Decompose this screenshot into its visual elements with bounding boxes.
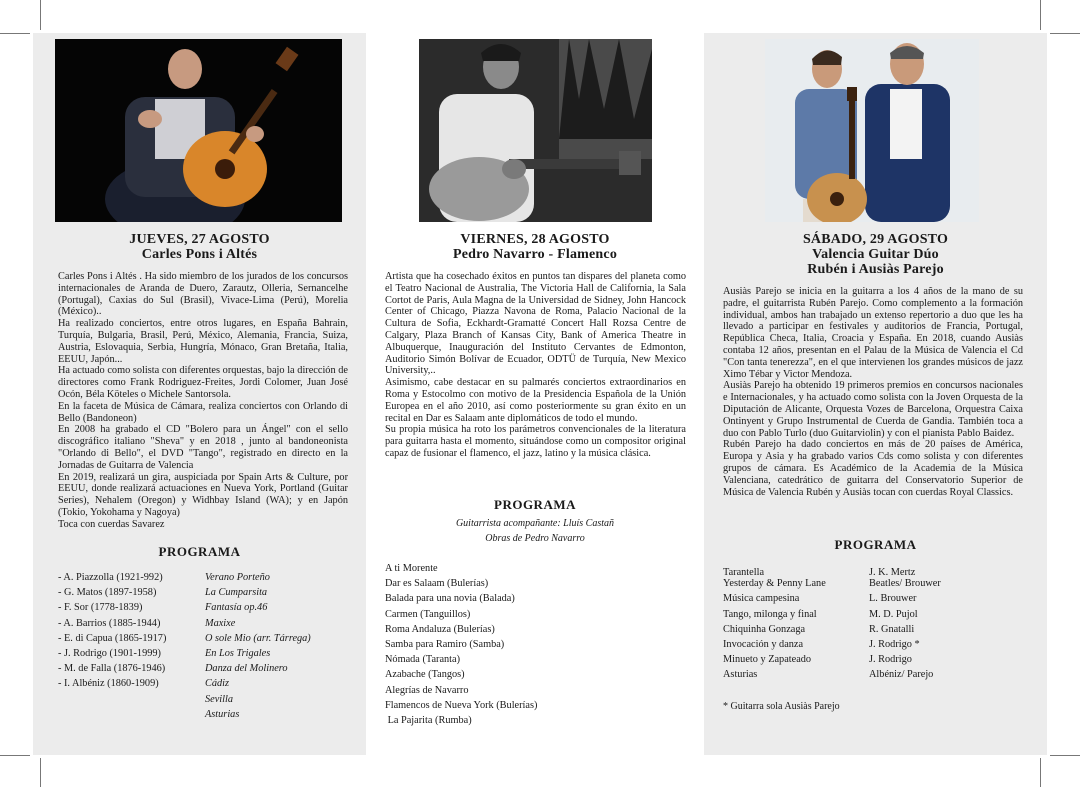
concert-column-thursday <box>33 33 366 755</box>
work-title: La Cumparsita <box>205 587 268 599</box>
program-row <box>723 576 1023 591</box>
performer-bio <box>58 271 348 531</box>
composer: R. Gnatalli <box>869 623 915 635</box>
bio-paragraph: Ausiàs Parejo ha obtenido 19 primeros premios en concursos nacionales e Internacionales, y ha actuado como solista con la Joven Orquesta de la Diputación de Alicante, Orquesta Vozes de Barcelona, Orquestra Caixa Ontinyent y Grupo Instrumental de Cuerda de Gandia. También toca a duo con Pablo Turlo (duo Guitarviolin) y con el pianista Pablo Baidez. <box>723 380 1023 439</box>
program-row <box>723 622 1023 637</box>
composer: - F. Sor (1778-1839) <box>58 602 143 614</box>
program-item: Balada para una novia (Balada) <box>385 593 515 605</box>
program-row <box>58 707 348 722</box>
work-title: Asturias <box>205 708 240 720</box>
work-title: Sevilla <box>205 693 234 705</box>
work-title: Verano Porteño <box>205 572 270 583</box>
crop-mark <box>1050 755 1080 756</box>
work-title: Invocación y danza <box>723 639 804 651</box>
program-title: PROGRAMA <box>158 544 241 559</box>
composer <box>58 692 205 707</box>
composer: Albéniz/ Parejo <box>869 669 934 681</box>
work-title: Asturias <box>723 669 758 681</box>
work-title: O sole Mio (arr. Tárrega) <box>205 632 311 644</box>
crop-mark <box>1040 758 1041 787</box>
program-row <box>58 661 348 676</box>
composer: J. K. Mertz <box>869 567 916 578</box>
program-row <box>58 646 348 661</box>
accompanist-line: Guitarrista acompañante: Lluís Castañ <box>455 518 615 529</box>
program-row <box>58 600 348 615</box>
program-title: PROGRAMA <box>494 497 576 512</box>
work-title: Yesterday & Penny Lane <box>723 578 826 590</box>
bio-paragraph: Ha actuado como solista con diferentes orquestas, bajo la dirección de directores como Frank Rodriguez-Freites, Jordi Colomer, Juan José Ocón, Béla Köteles o Michele Santorsola. <box>58 365 348 400</box>
composer: J. Rodrigo * <box>869 639 920 651</box>
footnote: * Guitarra sola Ausiàs Parejo <box>723 701 840 712</box>
composer: L. Brouwer <box>869 593 917 605</box>
composer: J. Rodrigo <box>869 654 912 666</box>
guitar-duo-photo <box>765 39 979 222</box>
program-row <box>58 585 348 600</box>
bio-paragraph: En 2008 ha grabado el CD "Bolero para un Ángel" con el sello discográfico italiano "Sheva" y en 2018 , junto al bandoneonista "Orlando di Bello", el DVD "Tango", registrado en directo en la Jornadas de Guitarra de Valencia <box>58 424 348 471</box>
composer: - E. di Capua (1865-1917) <box>58 632 167 644</box>
program-row <box>58 570 348 585</box>
composer: Beatles/ Brouwer <box>869 578 941 590</box>
program-row <box>58 692 348 707</box>
program-list <box>385 561 685 728</box>
composer: - G. Matos (1897-1958) <box>58 587 157 599</box>
performer-name: Valencia Guitar Dúo <box>812 247 939 262</box>
crop-mark <box>0 33 30 34</box>
flamenco-guitarist-photo <box>419 39 652 222</box>
composer: - A. Piazzolla (1921-992) <box>58 572 163 583</box>
program-row <box>58 631 348 646</box>
crop-mark <box>0 755 30 756</box>
concert-column-saturday <box>704 33 1047 755</box>
concert-date: SÁBADO, 29 AGOSTO <box>802 232 949 247</box>
concert-date: JUEVES, 27 AGOSTO <box>129 232 270 247</box>
program-item: Samba para Ramiro (Samba) <box>385 639 505 651</box>
program-row <box>723 607 1023 622</box>
composer <box>58 707 205 722</box>
program-row <box>723 652 1023 667</box>
work-title: Música campesina <box>723 593 800 605</box>
work-title: Danza del Molinero <box>205 663 288 675</box>
program-item: Alegrías de Navarro <box>385 684 469 696</box>
program-row <box>723 591 1023 606</box>
works-by-line: Obras de Pedro Navarro <box>485 533 585 544</box>
program-row <box>723 667 1023 682</box>
bio-paragraph: Su propia música ha roto los parámetros convencionales de la literatura para guitarra hasta el momento, situándose como un compositor original capaz de fusionar el flamenco, el jazz, latino y la música clásica. <box>385 424 686 459</box>
program-item: Azabache (Tangos) <box>385 669 465 681</box>
bio-paragraph: Toca con cuerdas Savarez <box>58 518 165 530</box>
performer-names: Rubén i Ausiàs Parejo <box>807 262 944 277</box>
program-item: Carmen (Tanguillos) <box>385 608 471 620</box>
program-item: Dar es Salaam (Bulerías) <box>385 578 489 590</box>
composer: - J. Rodrigo (1901-1999) <box>58 648 161 660</box>
bio-paragraph: Rubén Parejo ha dado conciertos en más de 20 países de América, Europa y Asia y ha grabado varios Cds como solista y con diferentes grupos de cámara. Es Académico de la Academia de la Música Valenciana, catedrático de guitarra del Conservatorio Superior de Música de Valencia Rubén y Ausiàs tocan con cuerdas Royal Classics. <box>723 439 1023 498</box>
composer: - A. Barrios (1885-1944) <box>58 617 161 629</box>
concert-date: VIERNES, 28 AGOSTO <box>460 232 610 247</box>
guitarist-portrait-photo <box>55 39 342 222</box>
composer: M. D. Pujol <box>869 608 918 620</box>
bio-paragraph: Ausiàs Parejo se inicia en la guitarra a los 4 años de la mano de su padre, el guitarrista Rubén Parejo. Como complemento a la formación individual, ambos han trabajado un extenso repertorio a duo que les ha llevado a participar en festivales y auditorios de Francia, Portugal, República Checa, Italia, Croacia y España. En 2018, cuando Ausiàs contaba 12 años, presentan en el Palau de la Música de Valencia el Cd "Con tanta tenerezza", en el que intervienen los grandes músicos de jazz Ximo Tébar y Victor Mendoza. <box>723 286 1023 380</box>
bio-paragraph: Ha realizado conciertos, entre otros lugares, en España Bahrain, Turquía, Bulgaria, Brasil, Perú, México, Alemania, Francia, Suiza, Austria, Eslovaquia, Serbia, Hungría, Mónaco, Gran Bretaña, Italia, EEUU, Japón... <box>58 318 348 365</box>
work-title: Tarantella <box>723 567 765 578</box>
work-title: Cádiz <box>205 678 230 690</box>
crop-mark <box>1040 0 1041 30</box>
work-title: Maxixe <box>205 617 236 629</box>
composer: - M. de Falla (1876-1946) <box>58 663 166 675</box>
program-item: La Pajarita (Rumba) <box>385 715 472 727</box>
bio-paragraph: Carles Pons i Altés . Ha sido miembro de los jurados de los concursos internacionales de Aranda de Duero, Zarautz, Olleria, Sernancelhe (Portugal), Caxias do Sul (Brasil), Vivace-Lima (Perú), Morelia (México).. <box>58 271 348 318</box>
crop-mark <box>40 758 41 787</box>
bio-paragraph: Asimismo, cabe destacar en su palmarés conciertos extraordinarios en Roma y Estocolmo con motivo de la Presidencia Española de la Unión Europea en el año 2010, así como posteriormente su gran éxito en un recital en Dar es Salaam ante diplomáticos de todo el mundo. <box>385 377 686 424</box>
bio-paragraph: Artista que ha cosechado éxitos en puntos tan dispares del planeta como el Teatro Nacional de Australia, The Victoria Hall de California, la Sala Cortot de Paris, Aula Magna de la Universidad de Sidney, John Hancock Center of Chicago, Piazza Navona de Roma, Palacio Nacional de la Cultura de Sofia, Eckhardt-Gramatté Concert Hall Rozsa Centre de Calgary, Plaza Branch of Kansas City, Bank of America Theatre in Albuquerque, Inauguración del Instituto Cervantes de Edmonton, Auditorio Simón Bolívar de Ecuador, ODTÜ de Turquía, New Mexico University,.. <box>385 271 686 377</box>
performer-name: Pedro Navarro - Flamenco <box>452 247 618 262</box>
program-title: PROGRAMA <box>834 537 917 552</box>
program-item: Nómada (Taranta) <box>385 654 461 666</box>
crop-mark <box>40 0 41 30</box>
concert-column-friday <box>366 33 704 755</box>
bio-paragraph: En la faceta de Música de Cámara, realiza conciertos con Orlando di Bello (Bandoneon) <box>58 400 348 424</box>
work-title: En Los Trigales <box>205 648 271 660</box>
program-list <box>723 565 1023 683</box>
program-list <box>58 570 348 722</box>
work-title: Minueto y Zapateado <box>723 654 812 666</box>
work-title: Fantasía op.46 <box>205 602 268 614</box>
performer-bio <box>385 271 686 460</box>
program-item: A ti Morente <box>385 563 438 574</box>
bio-paragraph: En 2019, realizará un gira, auspiciada por Spain Arts & Culture, por EEUU, donde realizará actuaciones en Nueva York, Portland (Guitar Series), Nehalem (Oregon) y Widhbay Island (WA); y en Japón (Tokio, Yokohama y Nagoya) <box>58 471 348 518</box>
program-item: Flamencos de Nueva York (Bulerías) <box>385 699 538 711</box>
work-title: Tango, milonga y final <box>723 608 817 620</box>
performer-name: Carles Pons i Altés <box>141 247 258 262</box>
composer: - I. Albéniz (1860-1909) <box>58 678 159 690</box>
performer-bio <box>723 286 1023 498</box>
program-row <box>58 676 348 691</box>
program-row <box>58 616 348 631</box>
work-title: Chiquinha Gonzaga <box>723 623 806 635</box>
program-item: Roma Andaluza (Bulerías) <box>385 623 495 635</box>
program-row <box>723 637 1023 652</box>
crop-mark <box>1050 33 1080 34</box>
